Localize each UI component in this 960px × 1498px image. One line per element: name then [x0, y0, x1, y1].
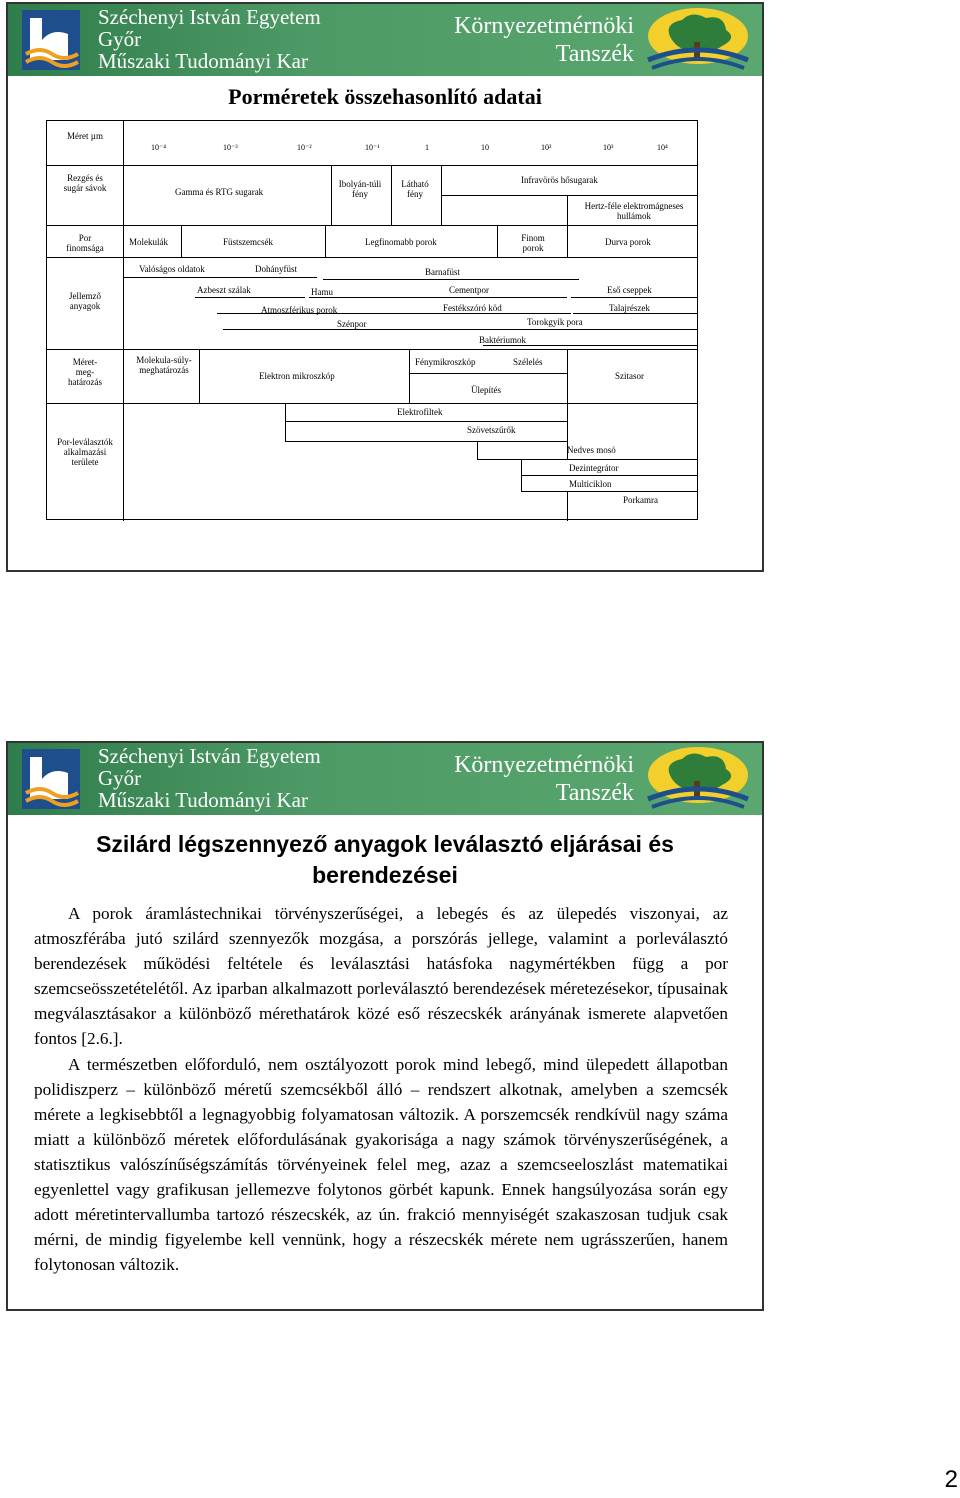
cell-dohanyfust: Dohányfüst — [255, 264, 297, 274]
row-divider — [47, 225, 697, 226]
cell-divider — [521, 459, 522, 491]
label-merethatarozas: Méret-meg-határozás — [68, 357, 102, 387]
cell-elektronmikroszkop: Elektron mikroszkóp — [259, 371, 335, 381]
cell-atmoszferikus: Atmoszférikus porok — [261, 305, 338, 315]
label-finomsag: Por finomsága — [66, 233, 104, 253]
range-line — [223, 329, 697, 330]
cell-molekulasuly: Molekula-súly-meghatározás — [136, 355, 192, 375]
scale-tick: 10² — [541, 143, 552, 152]
cell-divider — [567, 195, 568, 225]
cell-divider — [285, 403, 286, 421]
scale-tick: 10⁻³ — [223, 143, 238, 152]
slide-porméretek — [6, 2, 764, 572]
row-divider — [47, 349, 697, 350]
label-meret: Méret µm — [67, 131, 103, 141]
cell-torokgyik: Torokgyík pora — [527, 317, 583, 327]
university-line-3: Műszaki Tudományi Kar — [98, 788, 308, 812]
cell-molekulak: Molekulák — [129, 237, 168, 247]
range-line — [195, 297, 305, 298]
cell-szitasor: Szitasor — [615, 371, 644, 381]
range-line — [285, 441, 567, 442]
cell-divider — [331, 165, 332, 225]
cell-barnafust: Barnafüst — [425, 267, 460, 277]
header-banner — [8, 743, 762, 815]
scale-tick: 10 — [481, 143, 489, 152]
university-line-1: Széchenyi István Egyetem — [98, 5, 321, 29]
cell-divider — [325, 225, 326, 257]
range-line — [573, 313, 697, 314]
label-rezges: Rezgés és sugár sávok — [63, 173, 107, 193]
cell-elektrofiltek: Elektrofiltek — [397, 407, 443, 417]
range-line — [483, 345, 697, 346]
body-text — [34, 901, 728, 1277]
scale-tick: 10³ — [603, 143, 614, 152]
cell-szeles: Szélelés — [513, 357, 543, 367]
department-name — [454, 751, 634, 807]
range-line — [477, 459, 697, 460]
slide-title: Porméretek összehasonlító adatai — [228, 84, 542, 109]
cell-divider — [497, 225, 498, 257]
scale-tick: 1 — [425, 143, 429, 152]
scale-tick: 10⁻¹ — [365, 143, 380, 152]
cell-szovetszurok: Szövetszűrők — [467, 425, 516, 435]
department-name — [454, 12, 634, 68]
cell-divider — [567, 491, 568, 521]
cell-multiciklon: Multiciklon — [569, 479, 612, 489]
cell-hertz: Hertz-féle elektromágneses hullámok — [584, 201, 684, 221]
row-divider — [47, 257, 697, 258]
range-line — [377, 297, 567, 298]
range-line — [285, 421, 567, 422]
range-line — [521, 475, 697, 476]
cell-nedvesmoso: Nedves mosó — [567, 445, 616, 455]
cell-bakteriumok: Baktériumok — [479, 335, 526, 345]
cell-divider — [285, 421, 286, 441]
range-line — [323, 279, 579, 280]
university-logo-icon — [22, 749, 80, 809]
university-line-2: Győr — [98, 766, 142, 790]
range-line — [123, 277, 241, 278]
department-tree-logo-icon — [642, 745, 754, 811]
cell-legfinomabb: Legfinomabb porok — [365, 237, 437, 247]
cell-dezintegrator: Dezintegrátor — [569, 463, 619, 473]
cell-szenpor: Szénpor — [337, 319, 367, 329]
cell-divider — [441, 195, 697, 196]
cell-divider — [567, 349, 568, 403]
department-line-2: Tanszék — [555, 780, 634, 806]
university-name — [98, 745, 321, 811]
department-line-2: Tanszék — [555, 41, 634, 67]
cell-porkamra: Porkamra — [623, 495, 658, 505]
cell-talajreszek: Talajrészek — [609, 303, 650, 313]
label-levalasztok: Por-leválasztók alkalmazási területe — [57, 437, 113, 467]
cell-cementpor: Cementpor — [449, 285, 489, 295]
scale-tick: 10⁴ — [657, 143, 668, 152]
column-divider — [123, 121, 124, 521]
cell-durva: Durva porok — [605, 237, 651, 247]
scale-tick: 10⁻² — [297, 143, 312, 152]
university-line-2: Győr — [98, 27, 142, 51]
cell-divider — [391, 165, 392, 225]
cell-gamma: Gamma és RTG sugarak — [175, 187, 264, 197]
paragraph-1: A porok áramlástechnikai törvényszerűségei, a lebegés és az ülepedés viszonyai, az atmoszférába jutó szilárd szennyezők mozgása, a porszórás jellege, valamint a porleválasztó berendezések működési feltétele és leválasztási hatásfoka nagymértékben függ a por szemcseösszetételétől. Az iparban alkalmazott porleválasztó berendezések méretezésekor, típusainak megválasztásakor a különböző mérethatárok közé eső részecskék arányának ismerete alapvetően fontos [2.6.]. — [34, 904, 728, 1049]
cell-fenymikroszkop: Fénymikroszkóp — [415, 357, 476, 367]
university-name — [98, 6, 321, 72]
slide-title — [8, 829, 762, 891]
range-line — [237, 277, 317, 278]
scale-tick: 10⁻⁴ — [151, 143, 167, 152]
row-divider — [47, 403, 697, 404]
cell-fustszemcsek: Füstszemcsék — [223, 237, 273, 247]
cell-esocseppek: Eső cseppek — [607, 285, 652, 295]
range-line — [521, 491, 697, 492]
cell-divider — [567, 225, 568, 257]
cell-azbeszt: Azbeszt szálak — [197, 285, 251, 295]
cell-lathato: Látható fény — [401, 179, 429, 199]
cell-valosagos: Valóságos oldatok — [139, 264, 205, 274]
university-line-1: Széchenyi István Egyetem — [98, 744, 321, 768]
range-line — [571, 297, 697, 298]
row-divider — [47, 165, 697, 166]
cell-divider — [477, 441, 478, 459]
cell-hamu: Hamu — [311, 287, 333, 297]
department-line-1: Környezetmérnöki — [454, 752, 634, 778]
cell-ulepites: Ülepítés — [471, 385, 501, 395]
university-logo-icon — [22, 10, 80, 70]
slide-leválasztó — [6, 741, 764, 1311]
paragraph-2: A természetben előforduló, nem osztályozott porok mind lebegő, mind ülepedett állapotban polidiszperz – különböző méretű szemcsékből álló – rendszert alkotnak, amelyben a szemcsék mérete a legkisebbtől a legnagyobbig folyamatosan változik. A porszemcsék rendkívül nagy száma miatt a különböző méretek előfordulásának gyakorisága a nagy számok törvényszerűségének, a statisztikus valószínűségszámítás törvényeinek felel meg, azaz a szemcseeloszlást matematikai egyenlettel vagy grafikusan jellemezve folytonos görbét kapunk. Ennek hangsúlyozása során egy adott méretintervallumba tartozó részecskék, az ún. frakció mennyiségét szakaszosan tudjuk csak mérni, de mindig figyelembe kell vennünk, hogy a részecskék mérete nem ugrásszerűen, hanem folytonosan változik. — [34, 1054, 728, 1275]
cell-infra: Infravörös hősugarak — [521, 175, 598, 185]
slide-title-line-2: berendezései — [312, 862, 458, 888]
department-tree-logo-icon — [642, 6, 754, 72]
cell-divider — [409, 373, 567, 374]
department-line-1: Környezetmérnöki — [454, 13, 634, 39]
cell-divider — [409, 349, 410, 403]
page-number: 2 — [944, 1466, 958, 1493]
cell-festekszoro: Festékszóró köd — [443, 303, 502, 313]
range-line — [309, 297, 377, 298]
slide-title-line-1: Szilárd légszennyező anyagok leválasztó eljárásai és — [96, 831, 674, 857]
cell-divider — [199, 349, 200, 403]
cell-finom: Finom porok — [521, 233, 545, 253]
university-line-3: Műszaki Tudományi Kar — [98, 49, 308, 73]
particle-size-table — [46, 120, 698, 520]
label-jellemzo: Jellemző anyagok — [69, 291, 101, 311]
cell-ibolyan: Ibolyán-túli fény — [338, 179, 382, 199]
header-banner — [8, 4, 762, 76]
cell-divider — [181, 225, 182, 257]
